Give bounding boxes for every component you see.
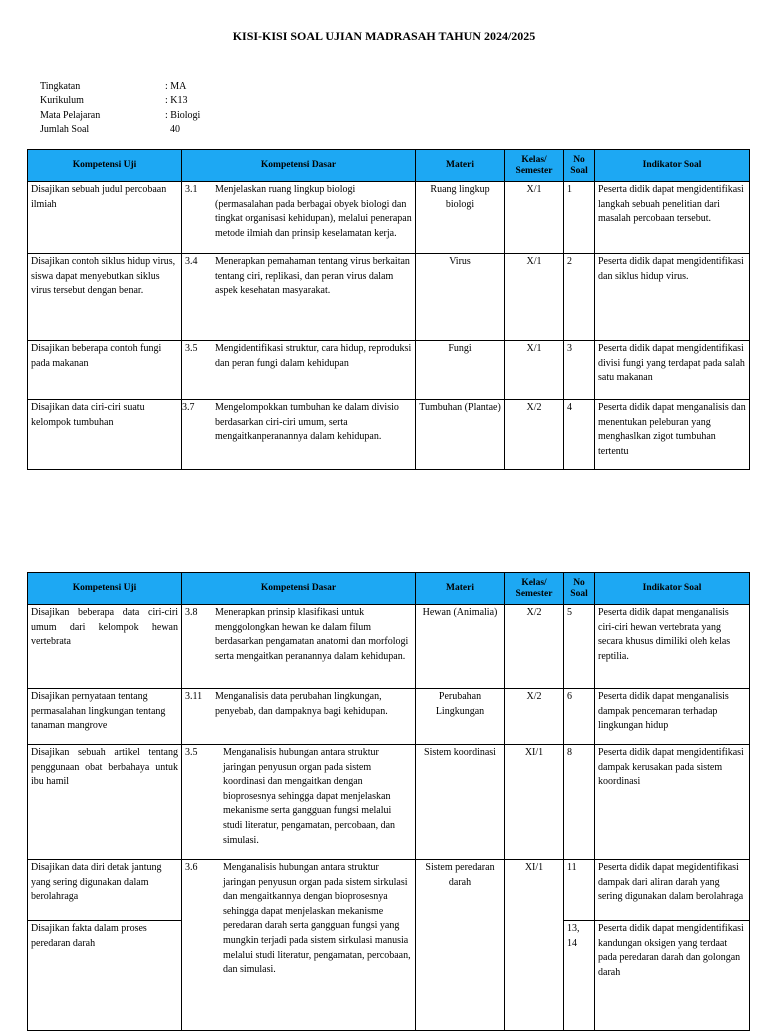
cell-kompetensi-dasar [182, 341, 416, 400]
header-kelas-semester: Kelas/ Semester [505, 573, 564, 605]
cell-no-soal: 6 [564, 689, 595, 745]
header-no-soal: No Soal [564, 150, 595, 182]
header-kelas-semester: Kelas/ Semester [505, 150, 564, 182]
meta-row [40, 80, 200, 94]
meta-row [40, 109, 200, 123]
cell-no-soal: 8 [564, 745, 595, 860]
table-row [28, 689, 750, 745]
cell-kelas: X/2 [505, 689, 564, 745]
kd-text: Menganalisis hubungan antara struktur jaringan penyusun organ pada sistem koordinasi dan mengaitkan dengan bioprosesnya sehingga dapat menjelaskan mekanisme serta gangguan fungsi melalui studi literatur, pengamatan, percobaan, dan simulasi. [223, 747, 396, 846]
kd-number: 3.1 [185, 184, 198, 195]
cell-indikator: Peserta didik dapat mengidentifikasi divisi fungi yang terdapat pada salah satu makanan [595, 341, 750, 400]
cell-materi: Virus [416, 254, 505, 341]
meta-value: : Biologi [165, 109, 201, 121]
cell-kompetensi-dasar [182, 860, 416, 1031]
cell-no-soal: 1 [564, 182, 595, 254]
document-meta [40, 80, 200, 137]
header-no-soal: No Soal [564, 573, 595, 605]
cell-kompetensi-dasar [182, 689, 416, 745]
meta-value: : MA [165, 81, 187, 92]
cell-no-soal: 4 [564, 400, 595, 470]
table-row [28, 400, 750, 470]
table-row [28, 254, 750, 341]
cell-materi: Fungi [416, 341, 505, 400]
cell-materi: Perubahan Lingkungan [416, 689, 505, 745]
kd-text: Menerapkan prinsip klasifikasi untuk menggolongkan hewan ke dalam filum berdasarkan pengamatan anatomi dan morfologi serta mengaitkan peranannya dalam kehidupan. [215, 607, 409, 662]
kd-text: Menjelaskan ruang lingkup biologi (permasalahan pada berbagai obyek biologi dan tingkat organisasi kehidupan), melalui penerapan metode ilmiah dan prinsip keselamatan kerja. [215, 184, 412, 239]
cell-kompetensi-dasar [182, 605, 416, 689]
cell-indikator: Peserta didik dapat menganalisis dampak pencemaran terhadap lingkungan hidup [595, 689, 750, 745]
cell-no-soal: 3 [564, 341, 595, 400]
header-indikator-soal: Indikator Soal [595, 150, 750, 182]
cell-indikator: Peserta didik dapat menganalisis ciri-ciri hewan vertebrata yang secara khusus dimiliki oleh kelas reptilia. [595, 605, 750, 689]
cell-materi: Sistem peredaran darah [416, 860, 505, 1031]
meta-label: Mata Pelajaran [40, 109, 101, 121]
meta-row [40, 123, 200, 137]
cell-materi: Tumbuhan (Plantae) [416, 400, 505, 470]
table-row [28, 182, 750, 254]
kd-text: Mengelompokkan tumbuhan ke dalam divisio berdasarkan ciri-ciri umum, serta mengaitkanperanannya dalam kehidupan. [215, 402, 399, 443]
cell-kompetensi-uji: Disajikan pernyataan tentang permasalahan lingkungan tentang tanaman mangrove [28, 689, 182, 745]
table-row [28, 605, 750, 689]
cell-kelas: X/1 [505, 182, 564, 254]
cell-no-soal: 5 [564, 605, 595, 689]
header-materi: Materi [416, 573, 505, 605]
kisi-table-2 [27, 572, 750, 1031]
cell-indikator: Peserta didik dapat mengidentifikasi dampak kerusakan pada sistem koordinasi [595, 745, 750, 860]
table-row [28, 860, 750, 921]
cell-materi: Hewan (Animalia) [416, 605, 505, 689]
table-row [28, 745, 750, 860]
cell-no-soal: 11 [564, 860, 595, 921]
meta-value: 40 [165, 123, 180, 135]
cell-materi: Sistem koordinasi [416, 745, 505, 860]
header-indikator-soal: Indikator Soal [595, 573, 750, 605]
cell-no-soal: 13, 14 [564, 921, 595, 1031]
kd-text: Menganalisis data perubahan lingkungan, penyebab, dan dampaknya bagi kehidupan. [215, 691, 388, 717]
header-kompetensi-uji: Kompetensi Uji [28, 150, 182, 182]
kd-number: 3.8 [185, 607, 198, 618]
kd-number: 3.5 [185, 343, 198, 354]
cell-kompetensi-uji: Disajikan data diri detak jantung yang sering digunakan dalam berolahraga [28, 860, 182, 921]
meta-row [40, 94, 200, 108]
header-materi: Materi [416, 150, 505, 182]
meta-label: Kurikulum [40, 95, 84, 107]
cell-indikator: Peserta didik dapat mengidentifikasi dan siklus hidup virus. [595, 254, 750, 341]
header-kompetensi-dasar: Kompetensi Dasar [182, 573, 416, 605]
cell-kompetensi-dasar [182, 254, 416, 341]
cell-kompetensi-uji: Disajikan contoh siklus hidup virus, siswa dapat menyebutkan siklus virus tersebut dengan benar. [28, 254, 182, 341]
table-header-row [28, 573, 750, 605]
kd-number: 3.4 [185, 256, 198, 267]
kd-number: 3.11 [185, 691, 203, 702]
cell-kelas: XI/1 [505, 860, 564, 1031]
cell-kelas: XI/1 [505, 745, 564, 860]
meta-value: : K13 [165, 95, 188, 107]
cell-indikator: Peserta didik dapat mengidentifikasi kandungan oksigen yang terdaat pada peredaran darah dan golongan darah [595, 921, 750, 1031]
cell-kompetensi-dasar [182, 182, 416, 254]
cell-kompetensi-uji: Disajikan beberapa data ciri-ciri umum dari kelompok hewan vertebrata [28, 605, 182, 689]
cell-kompetensi-uji: Disajikan fakta dalam proses peredaran darah [28, 921, 182, 1031]
cell-kompetensi-dasar [182, 400, 416, 470]
table-header-row [28, 150, 750, 182]
cell-kelas: X/1 [505, 341, 564, 400]
kd-text: Menerapkan pemahaman tentang virus berkaitan tentang ciri, replikasi, dan peran virus dalam aspek kesehatan masyarakat. [215, 256, 410, 297]
cell-no-soal: 2 [564, 254, 595, 341]
cell-kelas: X/2 [505, 400, 564, 470]
cell-kelas: X/2 [505, 605, 564, 689]
kd-text: Mengidentifikasi struktur, cara hidup, reproduksi dan peran fungi dalam kehidupan [215, 343, 412, 369]
meta-label: Tingkatan [40, 81, 81, 92]
kd-number: 3.6 [185, 862, 198, 873]
cell-kompetensi-uji: Disajikan beberapa contoh fungi pada makanan [28, 341, 182, 400]
header-kompetensi-uji: Kompetensi Uji [28, 573, 182, 605]
cell-indikator: Peserta didik dapat mengidentifikasi langkah sebuah penelitian dari masalah percobaan tersebut. [595, 182, 750, 254]
kd-text: Menganalisis hubungan antara struktur jaringan penyusun organ pada sistem sirkulasi dan mengaitkannya dengan bioprosesnya sehingga dapat menjelaskan mekanisme peredaran darah serta gangguan fungsi yang mungkin terjadi pada sistem sirkulasi manusia melalui studi literatur, pengamatan, percobaan, dan simulasi. [223, 862, 411, 976]
table-row [28, 341, 750, 400]
cell-indikator: Peserta didik dapat menganalisis dan menentukan peleburan yang menghaslkan zigot tumbuhan tertentu [595, 400, 750, 470]
cell-kelas: X/1 [505, 254, 564, 341]
cell-kompetensi-uji: Disajikan sebuah artikel tentang penggunaan obat berbahaya untuk ibu hamil [28, 745, 182, 860]
page-title: KISI-KISI SOAL UJIAN MADRASAH TAHUN 2024/2025 [232, 29, 536, 43]
cell-kompetensi-uji: Disajikan data ciri-ciri suatu kelompok tumbuhan [28, 400, 182, 470]
kd-number: 3.5 [185, 747, 198, 758]
cell-materi: Ruang lingkup biologi [416, 182, 505, 254]
header-kompetensi-dasar: Kompetensi Dasar [182, 150, 416, 182]
cell-kompetensi-uji: Disajikan sebuah judul percobaan ilmiah [28, 182, 182, 254]
kd-number: 3.7 [182, 402, 195, 413]
meta-label: Jumlah Soal [40, 123, 90, 135]
cell-indikator: Peserta didik dapat megidentifikasi dampak dari aliran darah yang sering digunakan dalam berolahraga [595, 860, 750, 921]
cell-kompetensi-dasar [182, 745, 416, 860]
kisi-table-1 [27, 149, 750, 470]
